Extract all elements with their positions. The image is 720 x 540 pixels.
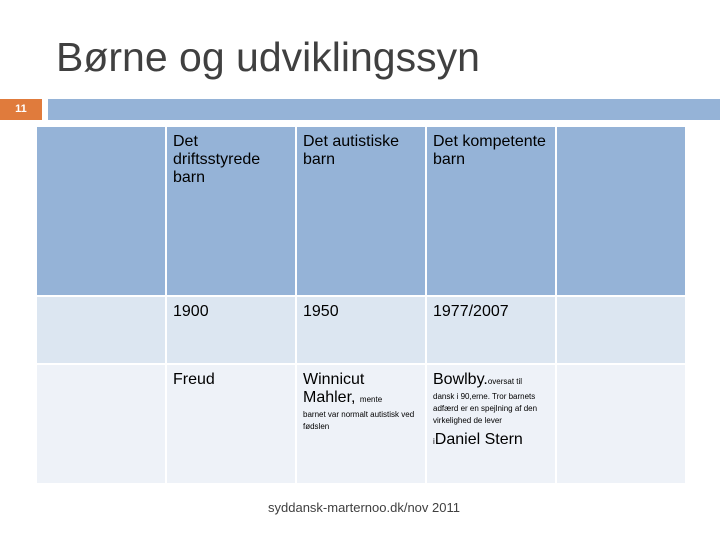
development-table — [35, 125, 687, 485]
theorist-names: Winnicut Mahler, — [303, 371, 365, 406]
theorist-cell-empty-right — [556, 364, 686, 484]
theorist-note-inline: mente — [359, 395, 383, 404]
year-cell-1900: 1900 — [166, 296, 296, 364]
theorist-cell-freud: Freud — [166, 364, 296, 484]
table-row-years — [36, 296, 686, 364]
slide-title: Børne og udviklingssyn — [56, 34, 480, 80]
theorist-stern: Daniel Stern — [434, 431, 523, 448]
year-cell-1977-2007: 1977/2007 — [426, 296, 556, 364]
header-cell-kompetente: Det kompetente barn — [426, 126, 556, 296]
year-cell-empty-left — [36, 296, 166, 364]
theorist-cell-winnicut-mahler — [296, 364, 426, 484]
header-cell-empty-right — [556, 126, 686, 296]
table-row-theorists — [36, 364, 686, 484]
header-cell-empty-left — [36, 126, 166, 296]
bowlby-note-inline: oversat til — [487, 377, 523, 386]
header-cell-autistiske: Det autistiske barn — [296, 126, 426, 296]
title-divider-bar — [48, 99, 720, 120]
bowlby-note: dansk i 90,erne. Tror barnets adfærd er en spejlning af den virkelighed de lever — [433, 392, 538, 425]
year-cell-1950: 1950 — [296, 296, 426, 364]
table-header-row — [36, 126, 686, 296]
stern-marker: i — [433, 437, 435, 446]
theorist-cell-bowlby-stern — [426, 364, 556, 484]
header-cell-driftsstyrede: Det driftsstyrede barn — [166, 126, 296, 296]
footer-text: syddansk-marternoo.dk/nov 2011 — [268, 500, 460, 515]
theorist-note: barnet var normalt autistisk ved fødslen — [303, 410, 415, 431]
slide-number: 11 — [0, 99, 42, 120]
slide-footer — [0, 500, 720, 515]
year-cell-empty-right — [556, 296, 686, 364]
theorist-cell-empty-left — [36, 364, 166, 484]
theorist-bowlby: Bowlby. — [433, 371, 488, 388]
